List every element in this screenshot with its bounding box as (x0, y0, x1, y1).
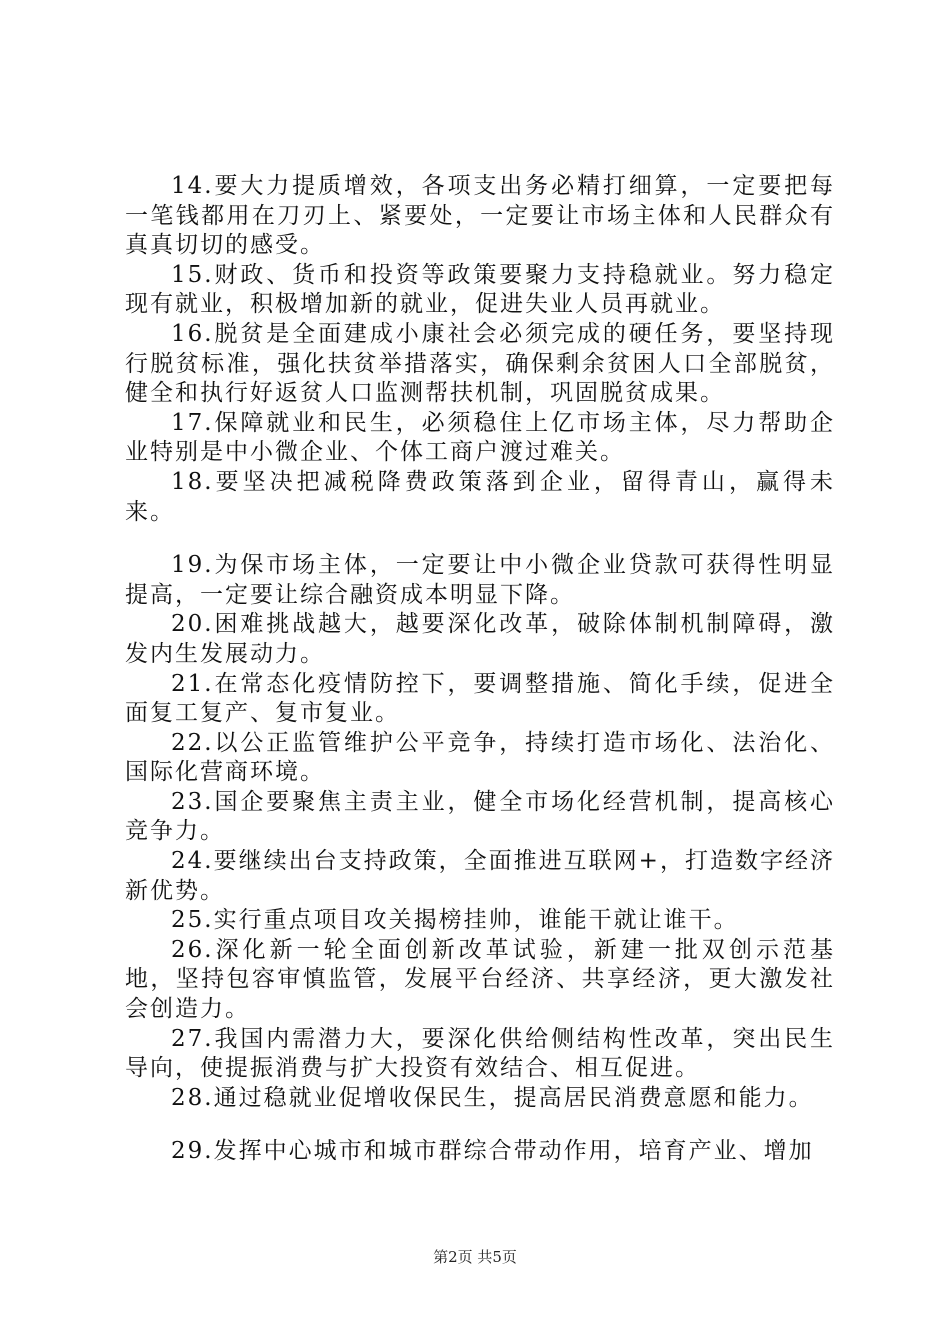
document-body (125, 172, 835, 1167)
paragraph-14: 14.要大力提质增效，各项支出务必精打细算，一定要把每一笔钱都用在刀刃上、紧要处，一定要让市场主体和人民群众有真真切切的感受。 (125, 173, 835, 259)
paragraph-22: 22.以公正监管维护公平竞争，持续打造市场化、法治化、国际化营商环境。 (125, 729, 835, 786)
paragraph-25: 25.实行重点项目攻关揭榜挂帅，谁能干就让谁干。 (171, 907, 739, 934)
paragraph-16: 16.脱贫是全面建成小康社会必须完成的硬任务，要坚持现行脱贫标准，强化扶贫举措落实，确保剩余贫困人口全部脱贫，健全和执行好返贫人口监测帮扶机制，巩固脱贫成果。 (125, 320, 835, 407)
paragraph-26: 26.深化新一轮全面创新改革试验，新建一批双创示范基地，坚持包容审慎监管，发展平台经济、共享经济，更大激发社会创造力。 (125, 936, 835, 1023)
paragraph-21: 21.在常态化疫情防控下，要调整措施、简化手续，促进全面复工复产、复市复业。 (125, 670, 835, 727)
paragraph-20: 20.困难挑战越大，越要深化改革，破除体制机制障碍，激发内生发展动力。 (125, 611, 835, 667)
paragraph-23: 23.国企要聚焦主责主业，健全市场化经营机制，提高核心竞争力。 (125, 788, 835, 845)
paragraph-15: 15.财政、货币和投资等政策要聚力支持稳就业。努力稳定现有就业，积极增加新的就业，促进失业人员再就业。 (125, 261, 835, 318)
paragraph-19: 19.为保市场主体，一定要让中小微企业贷款可获得性明显提高，一定要让综合融资成本明显下降。 (125, 552, 835, 608)
paragraph-17: 17.保障就业和民生，必须稳住上亿市场主体，尽力帮助企业特别是中小微企业、个体工商户渡过难关。 (125, 409, 835, 466)
paragraph-29: 29.发挥中心城市和城市群综合带动作用，培育产业、增加 (171, 1138, 814, 1165)
page-number-footer: 第2页 共5页 (433, 1248, 517, 1266)
paragraph-27: 27.我国内需潜力大，要深化供给侧结构性改革，突出民生导向，使提振消费与扩大投资有效结合、相互促进。 (125, 1025, 835, 1082)
paragraph-24: 24.要继续出台支持政策，全面推进互联网+，打造数字经济新优势。 (125, 848, 835, 904)
paragraph-28: 28.通过稳就业促增收保民生，提高居民消费意愿和能力。 (171, 1084, 814, 1111)
paragraph-18: 18.要坚决把减税降费政策落到企业，留得青山，赢得未来。 (125, 468, 835, 525)
